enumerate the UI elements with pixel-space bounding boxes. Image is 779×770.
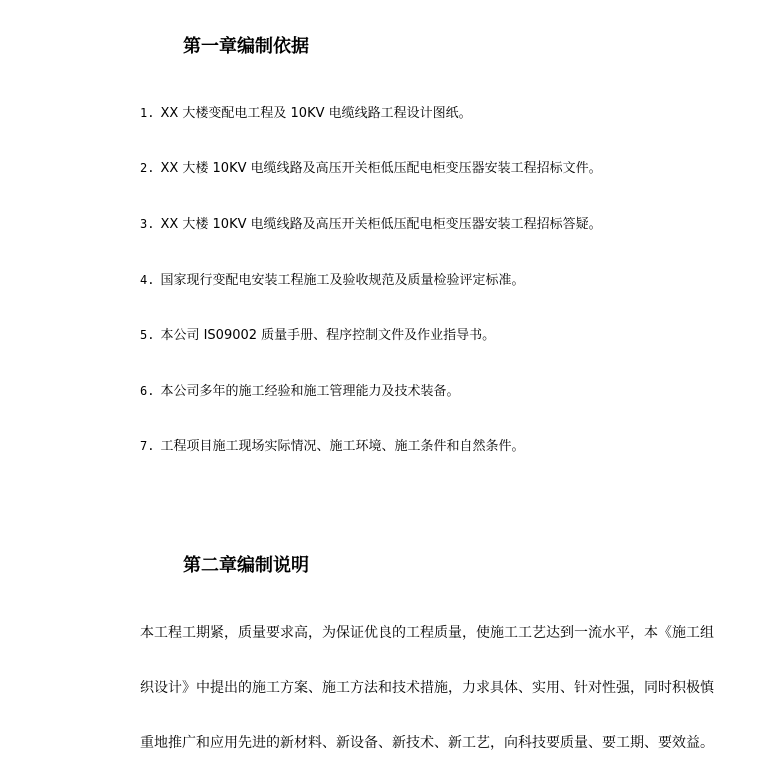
list-item-number: 6. <box>140 384 155 398</box>
chapter-1-title: 第一章编制依据 <box>183 36 309 57</box>
list-item <box>140 326 495 345</box>
list-item-text: XX 大楼 10KV 电缆线路及高压开关柜低压配电柜变压器安装工程招标文件。 <box>160 161 602 176</box>
list-item <box>140 159 602 178</box>
list-item-number: 4. <box>140 273 155 287</box>
list-item-text: 本公司 IS09002 质量手册、程序控制文件及作业指导书。 <box>160 328 496 343</box>
list-item-number: 5. <box>140 328 155 342</box>
list-item-text: XX 大楼 10KV 电缆线路及高压开关柜低压配电柜变压器安装工程招标答疑。 <box>160 217 602 232</box>
list-item-number: 3. <box>140 217 155 231</box>
list-item <box>140 215 602 234</box>
chapter-2-title: 第二章编制说明 <box>183 555 309 576</box>
paragraph-line: 重地推广和应用先进的新材料、新设备、新技术、新工艺，向科技要质量、要工期、要效益。 <box>140 735 714 751</box>
list-item <box>140 104 472 123</box>
list-item-number: 7. <box>140 439 155 453</box>
paragraph-line: 织设计》中提出的施工方案、施工方法和技术措施，力求具体、实用、针对性强，同时积极慎 <box>140 680 714 696</box>
list-item-text: 本公司多年的施工经验和施工管理能力及技术装备。 <box>160 384 460 399</box>
list-item <box>140 382 459 401</box>
paragraph-line: 本工程工期紧，质量要求高，为保证优良的工程质量，使施工工艺达到一流水平，本《施工组 <box>140 625 714 641</box>
list-item-text: XX 大楼变配电工程及 10KV 电缆线路工程设计图纸。 <box>160 106 472 121</box>
list-item-number: 1. <box>140 106 155 120</box>
list-item <box>140 437 524 456</box>
list-item-text: 工程项目施工现场实际情况、施工环境、施工条件和自然条件。 <box>160 439 525 454</box>
list-item-text: 国家现行变配电安装工程施工及验收规范及质量检验评定标准。 <box>160 273 525 288</box>
list-item <box>140 271 524 290</box>
list-item-number: 2. <box>140 161 155 175</box>
